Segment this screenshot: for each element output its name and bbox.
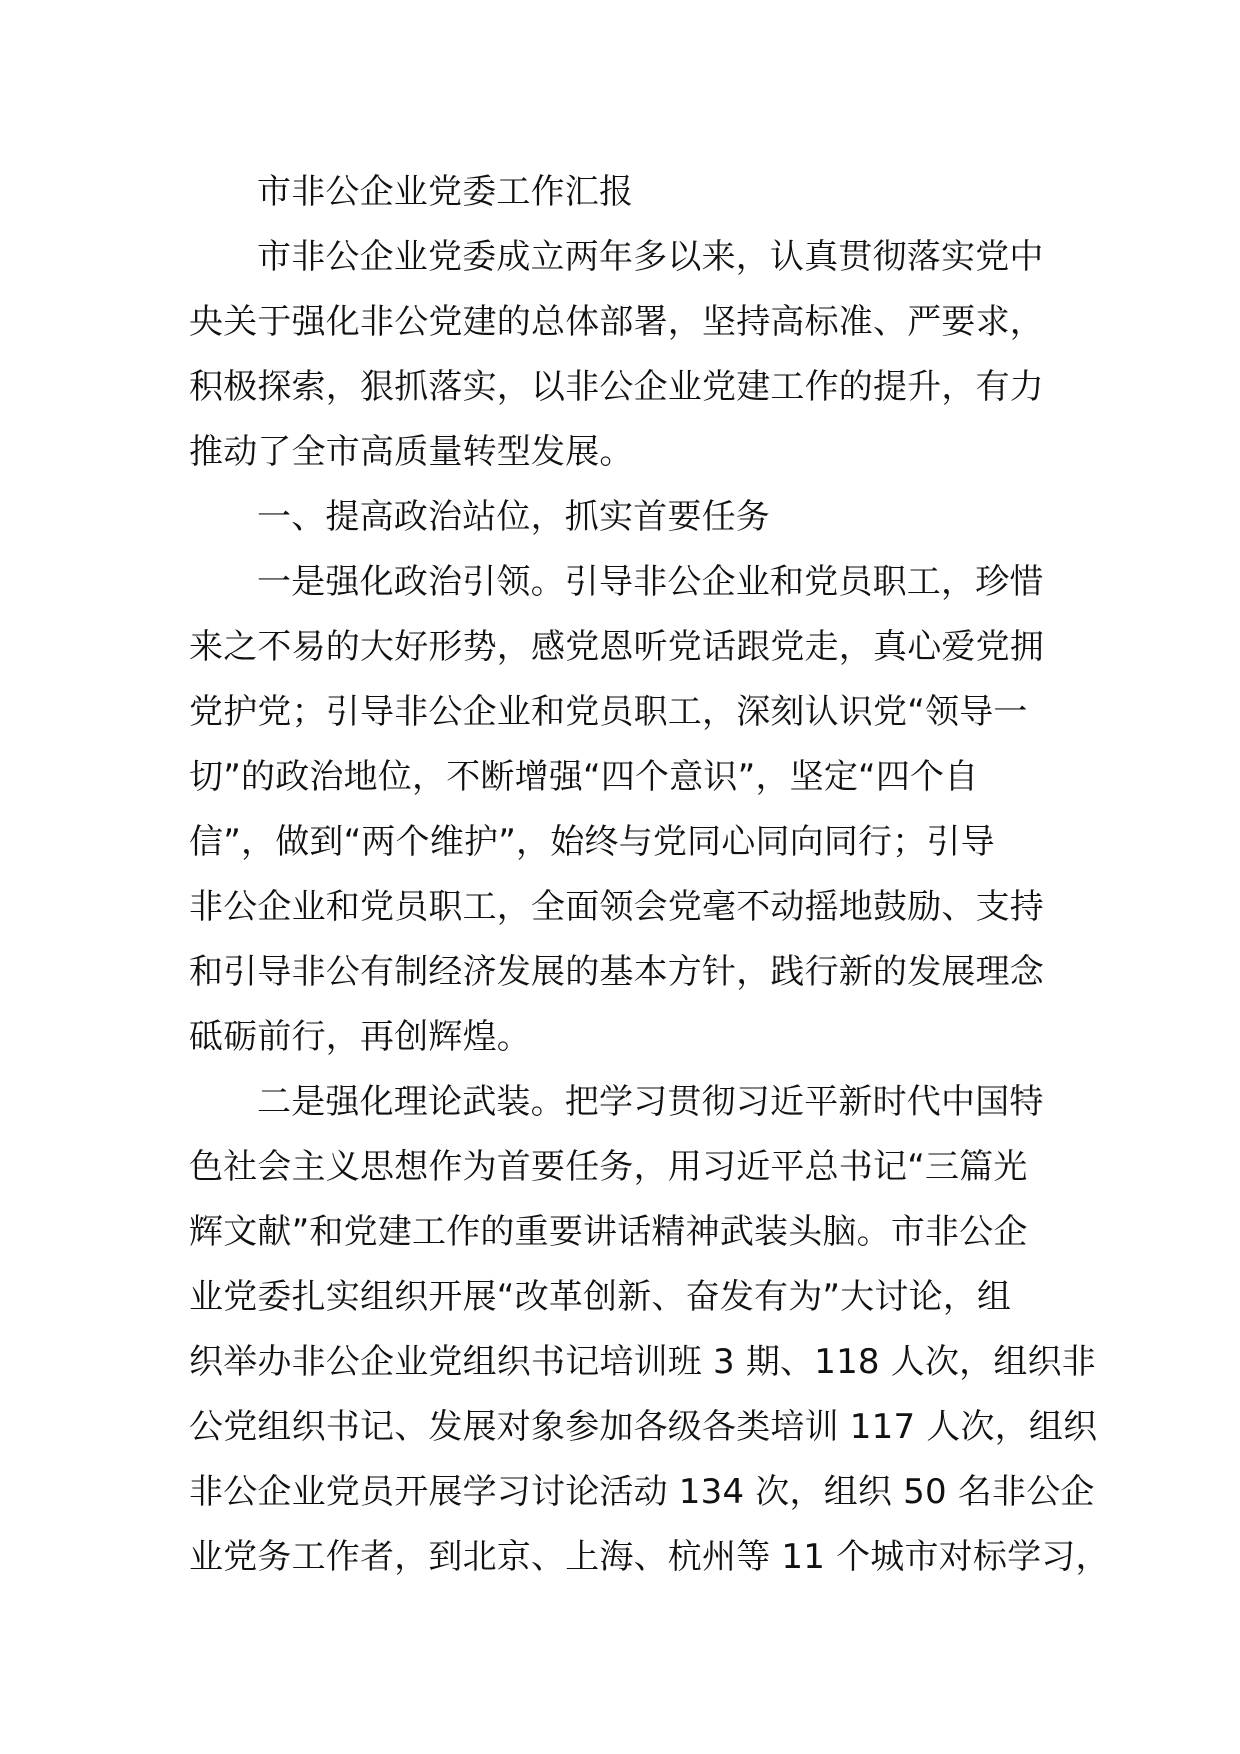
paragraph-line: 央关于强化非公党建的总体部署，坚持高标准、严要求， [189, 302, 1044, 342]
paragraph-line: 非公企业和党员职工，全面领会党毫不动摇地鼓励、支持 [189, 887, 1044, 927]
section-heading: 一、提高政治站位，抓实首要任务 [257, 497, 770, 537]
paragraph-line: 信”，做到“两个维护”，始终与党同心同向同行；引导 [189, 822, 995, 862]
paragraph-line: 色社会主义思想作为首要任务，用习近平总书记“三篇光 [189, 1147, 1028, 1187]
paragraph-line: 辉文献”和党建工作的重要讲话精神武装头脑。市非公企 [189, 1212, 1028, 1252]
paragraph-line: 织举办非公企业党组织书记培训班 3 期、118 人次，组织非 [189, 1342, 1096, 1382]
paragraph-line: 积极探索，狠抓落实，以非公企业党建工作的提升，有力 [189, 367, 1044, 407]
document-body [189, 160, 1110, 1590]
paragraph-line: 和引导非公有制经济发展的基本方针，践行新的发展理念 [189, 952, 1044, 992]
paragraph-line: 来之不易的大好形势，感党恩听党话跟党走，真心爱党拥 [189, 627, 1044, 667]
paragraph-line: 党护党；引导非公企业和党员职工，深刻认识党“领导一 [189, 692, 1028, 732]
paragraph-line: 业党委扎实组织开展“改革创新、奋发有为”大讨论，组 [189, 1277, 1012, 1317]
paragraph-line: 二是强化理论武装。把学习贯彻习近平新时代中国特 [257, 1082, 1044, 1122]
paragraph-line: 业党务工作者，到北京、上海、杭州等 11 个城市对标学习， [189, 1537, 1110, 1577]
paragraph-line: 切”的政治地位，不断增强“四个意识”，坚定“四个自 [189, 757, 979, 797]
paragraph-line: 一是强化政治引领。引导非公企业和党员职工，珍惜 [257, 562, 1044, 602]
paragraph-line: 市非公企业党委成立两年多以来，认真贯彻落实党中 [257, 237, 1044, 277]
paragraph-line: 公党组织书记、发展对象参加各级各类培训 117 人次，组织 [189, 1407, 1098, 1447]
paragraph-line: 推动了全市高质量转型发展。 [189, 432, 634, 472]
paragraph-line: 砥砺前行，再创辉煌。 [189, 1017, 531, 1057]
document-title: 市非公企业党委工作汇报 [257, 172, 634, 212]
paragraph-line: 非公企业党员开展学习讨论活动 134 次，组织 50 名非公企 [189, 1472, 1095, 1512]
